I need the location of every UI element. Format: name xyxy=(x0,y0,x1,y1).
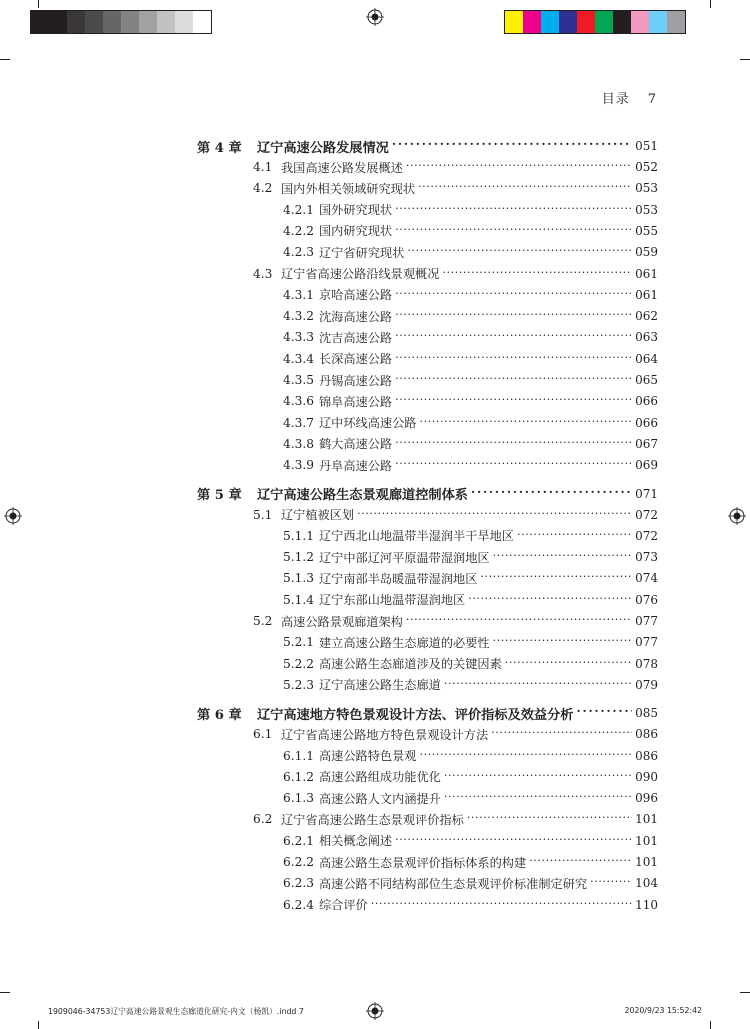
toc-page-number: 066 xyxy=(635,415,658,430)
toc-leader-dots xyxy=(418,181,632,195)
toc-sub-row[interactable] xyxy=(283,591,658,609)
toc-page-number: 061 xyxy=(635,287,658,302)
toc-leader-dots xyxy=(577,706,633,720)
toc-page-number: 086 xyxy=(635,748,658,763)
toc-page-number: 101 xyxy=(635,855,658,869)
header-title: 目录 xyxy=(601,92,630,107)
toc-number: 6.2.4 xyxy=(283,897,315,912)
toc-number: 6.2.2 xyxy=(283,855,315,869)
toc-title: 辽宁高速公路生态廊道 xyxy=(319,678,441,693)
crop-mark xyxy=(710,1021,711,1029)
gray-swatch xyxy=(103,11,121,33)
registration-mark-icon xyxy=(366,1002,384,1020)
toc-title: 丹阜高速公路 xyxy=(319,458,393,473)
toc-chapter-row[interactable] xyxy=(197,704,658,722)
toc-page-number: 077 xyxy=(635,614,658,628)
toc-title: 辽宁西北山地温带半湿润半干旱地区 xyxy=(319,529,514,544)
toc-number: 4.3.3 xyxy=(283,330,315,345)
toc-page-number: 053 xyxy=(635,202,658,217)
toc-leader-dots xyxy=(406,614,632,628)
toc-number: 5.1 xyxy=(253,507,273,522)
toc-page-number: 055 xyxy=(635,223,658,238)
crop-mark xyxy=(38,0,39,8)
toc-sub-row[interactable] xyxy=(283,201,658,219)
gray-swatch xyxy=(193,11,211,33)
toc-title: 高速公路生态景观评价指标体系的构建 xyxy=(319,855,527,870)
toc-sub-row[interactable] xyxy=(283,655,658,673)
toc-number: 5.2.2 xyxy=(283,656,315,671)
toc-sub-row[interactable] xyxy=(283,768,658,786)
toc-title: 国内外相关领域研究现状 xyxy=(281,181,416,196)
gray-swatch xyxy=(49,11,67,33)
toc-leader-dots xyxy=(444,791,632,805)
toc-page-number: 063 xyxy=(635,330,658,345)
toc-number: 4.2 xyxy=(253,181,273,196)
toc-page-number: 072 xyxy=(635,528,658,543)
toc-page-number: 067 xyxy=(635,436,658,451)
toc-number: 4.2.1 xyxy=(283,202,315,217)
toc-number: 6.2.3 xyxy=(283,876,315,891)
toc-number: 5.1.3 xyxy=(283,571,315,586)
toc-leader-dots xyxy=(420,749,633,763)
toc-sub-row[interactable] xyxy=(283,527,658,545)
toc-page-number: 110 xyxy=(635,897,658,912)
toc-leader-dots xyxy=(371,898,632,912)
toc-section-row[interactable] xyxy=(253,158,658,176)
toc-number: 第 5 章 xyxy=(197,488,242,503)
toc-sub-row[interactable] xyxy=(283,414,658,432)
color-swatch xyxy=(649,11,667,33)
toc-title: 京哈高速公路 xyxy=(319,288,393,303)
footer-file-slug: 1909046-34753辽宁高速公路景观生态廊道化研究-内文（杨凯）.indd 7 xyxy=(48,1007,304,1016)
toc-leader-dots xyxy=(395,224,632,238)
toc-leader-dots xyxy=(471,487,632,501)
toc-chapter-row[interactable] xyxy=(197,485,658,503)
color-swatch xyxy=(613,11,631,33)
toc-title: 辽宁高速公路生态景观廊道控制体系 xyxy=(257,488,468,503)
toc-leader-dots xyxy=(395,834,632,848)
toc-sub-row[interactable] xyxy=(283,789,658,807)
toc-sub-row[interactable] xyxy=(283,747,658,765)
toc-page-number: 052 xyxy=(635,160,658,174)
toc-sub-row[interactable] xyxy=(283,350,658,368)
toc-page-number: 072 xyxy=(635,507,658,522)
toc-page-number: 066 xyxy=(635,394,658,409)
toc-leader-dots xyxy=(406,160,632,174)
toc-sub-row[interactable] xyxy=(283,633,658,651)
toc-number: 6.1.3 xyxy=(283,791,315,806)
toc-leader-dots xyxy=(480,571,632,585)
toc-section-row[interactable] xyxy=(253,725,658,743)
color-swatch xyxy=(523,11,541,33)
toc-title: 丹锡高速公路 xyxy=(319,373,393,388)
toc-sub-row[interactable] xyxy=(283,456,658,474)
toc-title: 国内研究现状 xyxy=(319,224,393,239)
toc-page-number: 074 xyxy=(635,571,658,586)
toc-leader-dots xyxy=(442,267,632,281)
toc-leader-dots xyxy=(467,812,632,826)
toc-leader-dots xyxy=(505,657,632,671)
toc-title: 辽宁高速公路发展情况 xyxy=(257,140,389,156)
gray-swatch xyxy=(175,11,193,33)
toc-sub-row[interactable] xyxy=(283,853,658,871)
gray-swatch xyxy=(85,11,103,33)
crop-mark xyxy=(0,992,10,993)
toc-sub-row[interactable] xyxy=(283,874,658,892)
toc-sub-row[interactable] xyxy=(283,222,658,240)
toc-leader-dots xyxy=(395,458,632,472)
toc-page-number: 076 xyxy=(635,592,658,607)
toc-number: 5.2 xyxy=(253,614,273,628)
color-swatch xyxy=(667,11,685,33)
toc-leader-dots xyxy=(491,727,632,741)
gray-swatch xyxy=(157,11,175,33)
toc-leader-dots xyxy=(493,550,632,564)
toc-page-number: 104 xyxy=(635,876,658,891)
toc-leader-dots xyxy=(468,593,632,607)
toc-sub-row[interactable] xyxy=(283,676,658,694)
gray-swatch xyxy=(139,11,157,33)
gray-swatch xyxy=(67,11,85,33)
toc-title: 建立高速公路生态廊道的必要性 xyxy=(319,635,490,650)
toc-title: 辽宁省高速公路地方特色景观设计方法 xyxy=(281,727,489,742)
toc-section-row[interactable] xyxy=(253,179,658,197)
toc-number: 4.2.2 xyxy=(283,223,315,238)
toc-leader-dots xyxy=(444,770,632,784)
toc-number: 4.1 xyxy=(253,160,273,174)
crop-mark xyxy=(740,59,750,60)
toc-page-number: 071 xyxy=(635,486,658,501)
toc-leader-dots xyxy=(395,330,632,344)
toc-number: 4.3.8 xyxy=(283,436,315,451)
footer-timestamp: 2020/9/23 15:52:42 xyxy=(624,1006,702,1015)
toc-title: 辽宁省高速公路沿线景观概况 xyxy=(281,267,440,281)
running-header xyxy=(602,88,657,107)
toc-section-row[interactable] xyxy=(253,612,658,630)
toc-page-number: 064 xyxy=(635,351,658,366)
toc-leader-dots xyxy=(407,245,632,259)
toc-title: 高速公路景观廊道架构 xyxy=(281,614,403,629)
toc-sub-row[interactable] xyxy=(283,548,658,566)
toc-title: 高速公路不同结构部位生态景观评价标准制定研究 xyxy=(319,876,588,891)
toc-leader-dots xyxy=(444,678,632,692)
toc-sub-row[interactable] xyxy=(283,243,658,261)
toc-title: 我国高速公路发展概述 xyxy=(281,160,403,175)
toc-leader-dots xyxy=(395,288,632,302)
toc-number: 5.1.2 xyxy=(283,550,315,565)
toc-number: 6.1.2 xyxy=(283,769,315,784)
toc-page-number: 065 xyxy=(635,373,658,387)
color-swatch xyxy=(595,11,613,33)
toc-section-row[interactable] xyxy=(253,810,658,828)
toc-number: 第 4 章 xyxy=(197,140,242,156)
toc-leader-dots xyxy=(357,508,632,522)
crop-mark xyxy=(710,0,711,8)
color-swatch xyxy=(541,11,559,33)
toc-number: 5.2.1 xyxy=(283,635,315,650)
color-swatch xyxy=(559,11,577,33)
toc-section-row[interactable] xyxy=(253,265,658,283)
crop-mark xyxy=(38,1021,39,1029)
toc-title: 高速公路特色景观 xyxy=(319,749,417,763)
toc-leader-dots xyxy=(493,635,632,649)
toc-page-number: 085 xyxy=(635,706,658,721)
toc-page-number: 079 xyxy=(635,677,658,692)
toc-leader-dots xyxy=(529,855,632,869)
toc-number: 4.3.4 xyxy=(283,351,315,366)
toc-number: 4.3.6 xyxy=(283,394,315,409)
toc-title: 鹤大高速公路 xyxy=(319,437,393,452)
toc-section-row[interactable] xyxy=(253,506,658,524)
toc-title: 高速公路人文内涵提升 xyxy=(319,791,441,806)
toc-leader-dots xyxy=(395,203,632,217)
gray-swatch xyxy=(31,11,49,33)
toc-page-number: 069 xyxy=(635,458,658,473)
registration-mark-icon xyxy=(4,507,22,525)
toc-sub-row[interactable] xyxy=(283,392,658,410)
toc-sub-row[interactable] xyxy=(283,328,658,346)
toc-number: 5.1.4 xyxy=(283,592,315,607)
toc-sub-row[interactable] xyxy=(283,307,658,325)
toc-page-number: 077 xyxy=(635,635,658,650)
toc-title: 辽宁省高速公路生态景观评价指标 xyxy=(281,812,464,827)
toc-leader-dots xyxy=(395,352,632,366)
toc-sub-row[interactable] xyxy=(283,371,658,389)
toc-page-number: 061 xyxy=(635,266,658,281)
toc-number: 4.3.1 xyxy=(283,287,315,302)
toc-title: 高速公路生态廊道涉及的关键因素 xyxy=(319,657,502,672)
toc-sub-row[interactable] xyxy=(283,832,658,850)
color-swatch xyxy=(577,11,595,33)
crop-mark xyxy=(0,59,10,60)
toc-title: 辽宁中部辽河平原温带湿润地区 xyxy=(319,550,490,565)
toc-title: 辽宁高速地方特色景观设计方法、评价指标及效益分析 xyxy=(257,707,574,723)
toc-leader-dots xyxy=(395,373,632,387)
toc-title: 辽宁南部半岛暖温带湿润地区 xyxy=(319,571,478,586)
toc-title: 高速公路组成功能优化 xyxy=(319,770,441,785)
toc-title: 锦阜高速公路 xyxy=(319,394,393,409)
toc-number: 4.3.9 xyxy=(283,458,315,473)
toc-page-number: 051 xyxy=(635,139,658,153)
toc-sub-row[interactable] xyxy=(283,435,658,453)
toc-page-number: 053 xyxy=(635,181,658,196)
toc-leader-dots xyxy=(395,437,632,451)
toc-page-number: 078 xyxy=(635,656,658,671)
registration-mark-icon xyxy=(366,8,384,26)
toc-sub-row[interactable] xyxy=(283,569,658,587)
toc-page-number: 073 xyxy=(635,550,658,565)
toc-number: 5.2.3 xyxy=(283,677,315,692)
toc-number: 6.1.1 xyxy=(283,748,315,763)
toc-page-number: 096 xyxy=(635,791,658,806)
toc-number: 4.3.5 xyxy=(283,373,315,387)
toc-title: 辽宁东部山地温带湿润地区 xyxy=(319,593,466,608)
toc-number: 4.3.7 xyxy=(283,415,315,430)
toc-leader-dots xyxy=(590,876,632,890)
header-page-number: 7 xyxy=(647,92,657,107)
toc-title: 辽中环线高速公路 xyxy=(319,416,417,431)
toc-leader-dots xyxy=(395,309,632,323)
toc-page-number: 101 xyxy=(635,833,658,848)
toc-number: 第 6 章 xyxy=(197,707,242,723)
toc-leader-dots xyxy=(420,416,633,430)
crop-mark xyxy=(740,992,750,993)
registration-mark-icon xyxy=(728,507,746,525)
toc-sub-row[interactable] xyxy=(283,896,658,914)
toc-title: 沈吉高速公路 xyxy=(319,330,393,345)
toc-page-number: 101 xyxy=(635,812,658,827)
toc-number: 6.2.1 xyxy=(283,833,315,848)
toc-title: 沈海高速公路 xyxy=(319,309,393,324)
toc-title: 辽宁省研究现状 xyxy=(319,245,405,260)
toc-number: 4.3 xyxy=(253,266,273,281)
toc-page-number: 086 xyxy=(635,727,658,742)
toc-number: 4.2.3 xyxy=(283,245,315,260)
toc-leader-dots xyxy=(392,139,632,153)
gray-swatch xyxy=(121,11,139,33)
toc-title: 国外研究现状 xyxy=(319,203,393,218)
toc-page-number: 059 xyxy=(635,245,658,260)
color-swatch xyxy=(631,11,649,33)
toc-number: 5.1.1 xyxy=(283,528,315,543)
toc-leader-dots xyxy=(395,394,632,408)
toc-page-number: 062 xyxy=(635,309,658,324)
gray-calibration-bar xyxy=(30,10,212,34)
toc-title: 辽宁植被区划 xyxy=(281,508,355,522)
toc-chapter-row[interactable] xyxy=(197,137,658,155)
toc-leader-dots xyxy=(517,529,632,543)
color-swatch xyxy=(505,11,523,33)
toc-number: 6.1 xyxy=(253,727,273,742)
toc-number: 4.3.2 xyxy=(283,309,315,324)
toc-title: 长深高速公路 xyxy=(319,352,393,367)
toc-title: 综合评价 xyxy=(319,898,368,913)
toc-number: 6.2 xyxy=(253,812,273,827)
toc-title: 相关概念阐述 xyxy=(319,834,393,849)
toc-sub-row[interactable] xyxy=(283,286,658,304)
color-calibration-bar xyxy=(504,10,686,34)
toc-page-number: 090 xyxy=(635,769,658,784)
